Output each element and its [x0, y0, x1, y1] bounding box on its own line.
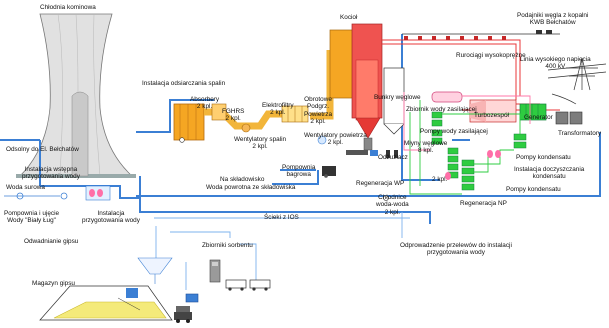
label-water-treatment: Instalacja przygotowania wody [82, 210, 140, 225]
label-feedwater-pumps: Pompy wody zasilającej [420, 128, 488, 135]
label-transformers: Transformatory [558, 130, 602, 137]
label-fgd-wastewater: Ścieki z IOS [264, 214, 299, 221]
label-fgd: Instalacja odsiarczania spalin [142, 80, 226, 87]
label-precipitators: Elektrofiltry 2 kpl. [262, 102, 294, 117]
sorbent-silos [210, 260, 220, 282]
label-coal-feeders: Podajniki węgla z kopalni KWB Bełchatów [517, 12, 589, 27]
label-condensate-pumps-bottom: Pompy kondensatu [506, 186, 561, 193]
water-treatment-plant [61, 186, 110, 200]
label-regeneration-np: Regeneracja NP [460, 200, 507, 207]
label-feedwater-pumps-count: 2 kpl. [432, 176, 448, 183]
label-dredge-station: Pompownia bagrowa [282, 164, 316, 179]
condensate-pumps [462, 134, 526, 190]
label-condensate-polishing: Instalacja doczyszczania kondensatu [514, 166, 585, 181]
thin-water-pipes [154, 212, 410, 290]
label-sorbent-tanks: Zbiorniki sorbentu [202, 242, 253, 249]
label-to-landfill: Na składowisko [220, 176, 265, 183]
label-raw-water: Woda surowa [6, 184, 45, 191]
label-intake-station: Pompownia i ujęcie Wody "Biały Ług" [4, 210, 60, 225]
label-return-water: Woda powrotna ze składowiska [206, 184, 296, 191]
gypsum-storage [40, 286, 172, 320]
sorbent-pump [186, 294, 198, 302]
label-feedwater-tank: Zbiornik wody zasilającej [406, 106, 477, 113]
label-overflow-discharge: Odprowadzenie przelewów do instalacji przygotowania wody [400, 242, 512, 257]
label-air-fans: Wentylatory powietrza 2 kpl. [304, 132, 367, 147]
label-blowdown: Odsolny do El. Bełchatów [6, 146, 79, 153]
label-water-coolers: Chłodnice woda-woda 2 kpl. [376, 194, 409, 216]
gypsum-dewatering [138, 258, 172, 284]
label-absorbers: Absorbery 2 kpl. [190, 96, 220, 111]
flue-gas-fans [242, 124, 250, 132]
label-fghrs: FGHRS 2 kpl. [222, 108, 245, 123]
label-mills: Młyny węglowe 8 kpl. [404, 140, 448, 155]
label-air-heaters: Obrotowe Podgrz. Powietrza 2 kpl. [304, 96, 333, 126]
label-condensate-pumps-top: Pompy kondensatu [516, 154, 571, 161]
label-flue-fans: Wentylatory spalin 2 kpl. [234, 136, 287, 151]
label-slag: Odżużlacz [378, 154, 408, 161]
label-turbine: Turbozespół [474, 112, 509, 119]
label-coal-bunkers: Bunkry węglowe [374, 94, 421, 101]
label-boiler: Kocioł [340, 14, 358, 21]
label-regeneration-wp: Regeneracja WP [356, 180, 405, 187]
slag-remover [346, 150, 378, 156]
feedwater-tank [432, 92, 462, 102]
label-pretreatment: Instalacja wstępna przygotowania wody [22, 166, 80, 181]
wastewater-tank [126, 288, 138, 298]
dredge-pumping-station [322, 166, 336, 178]
label-gypsum-dewatering: Odwadnianie gipsu [24, 238, 79, 245]
label-high-pressure-pipes: Rurociągi wysokoprężne [456, 52, 526, 59]
label-generator: Generator [524, 114, 553, 121]
transformers [556, 112, 582, 124]
gypsum-truck [174, 306, 192, 323]
high-pressure-pipe-markers [404, 36, 506, 40]
raw-water-pumping-station [4, 193, 60, 199]
coal-conveyor [402, 30, 560, 34]
label-hv-line: Linia wysokiego napięcia 400 kV [520, 56, 591, 71]
label-cooling-tower: Chłodnia kominowa [40, 4, 96, 11]
rail-wagons [226, 280, 270, 291]
label-gypsum-storage: Magazyn gipsu [32, 280, 75, 287]
